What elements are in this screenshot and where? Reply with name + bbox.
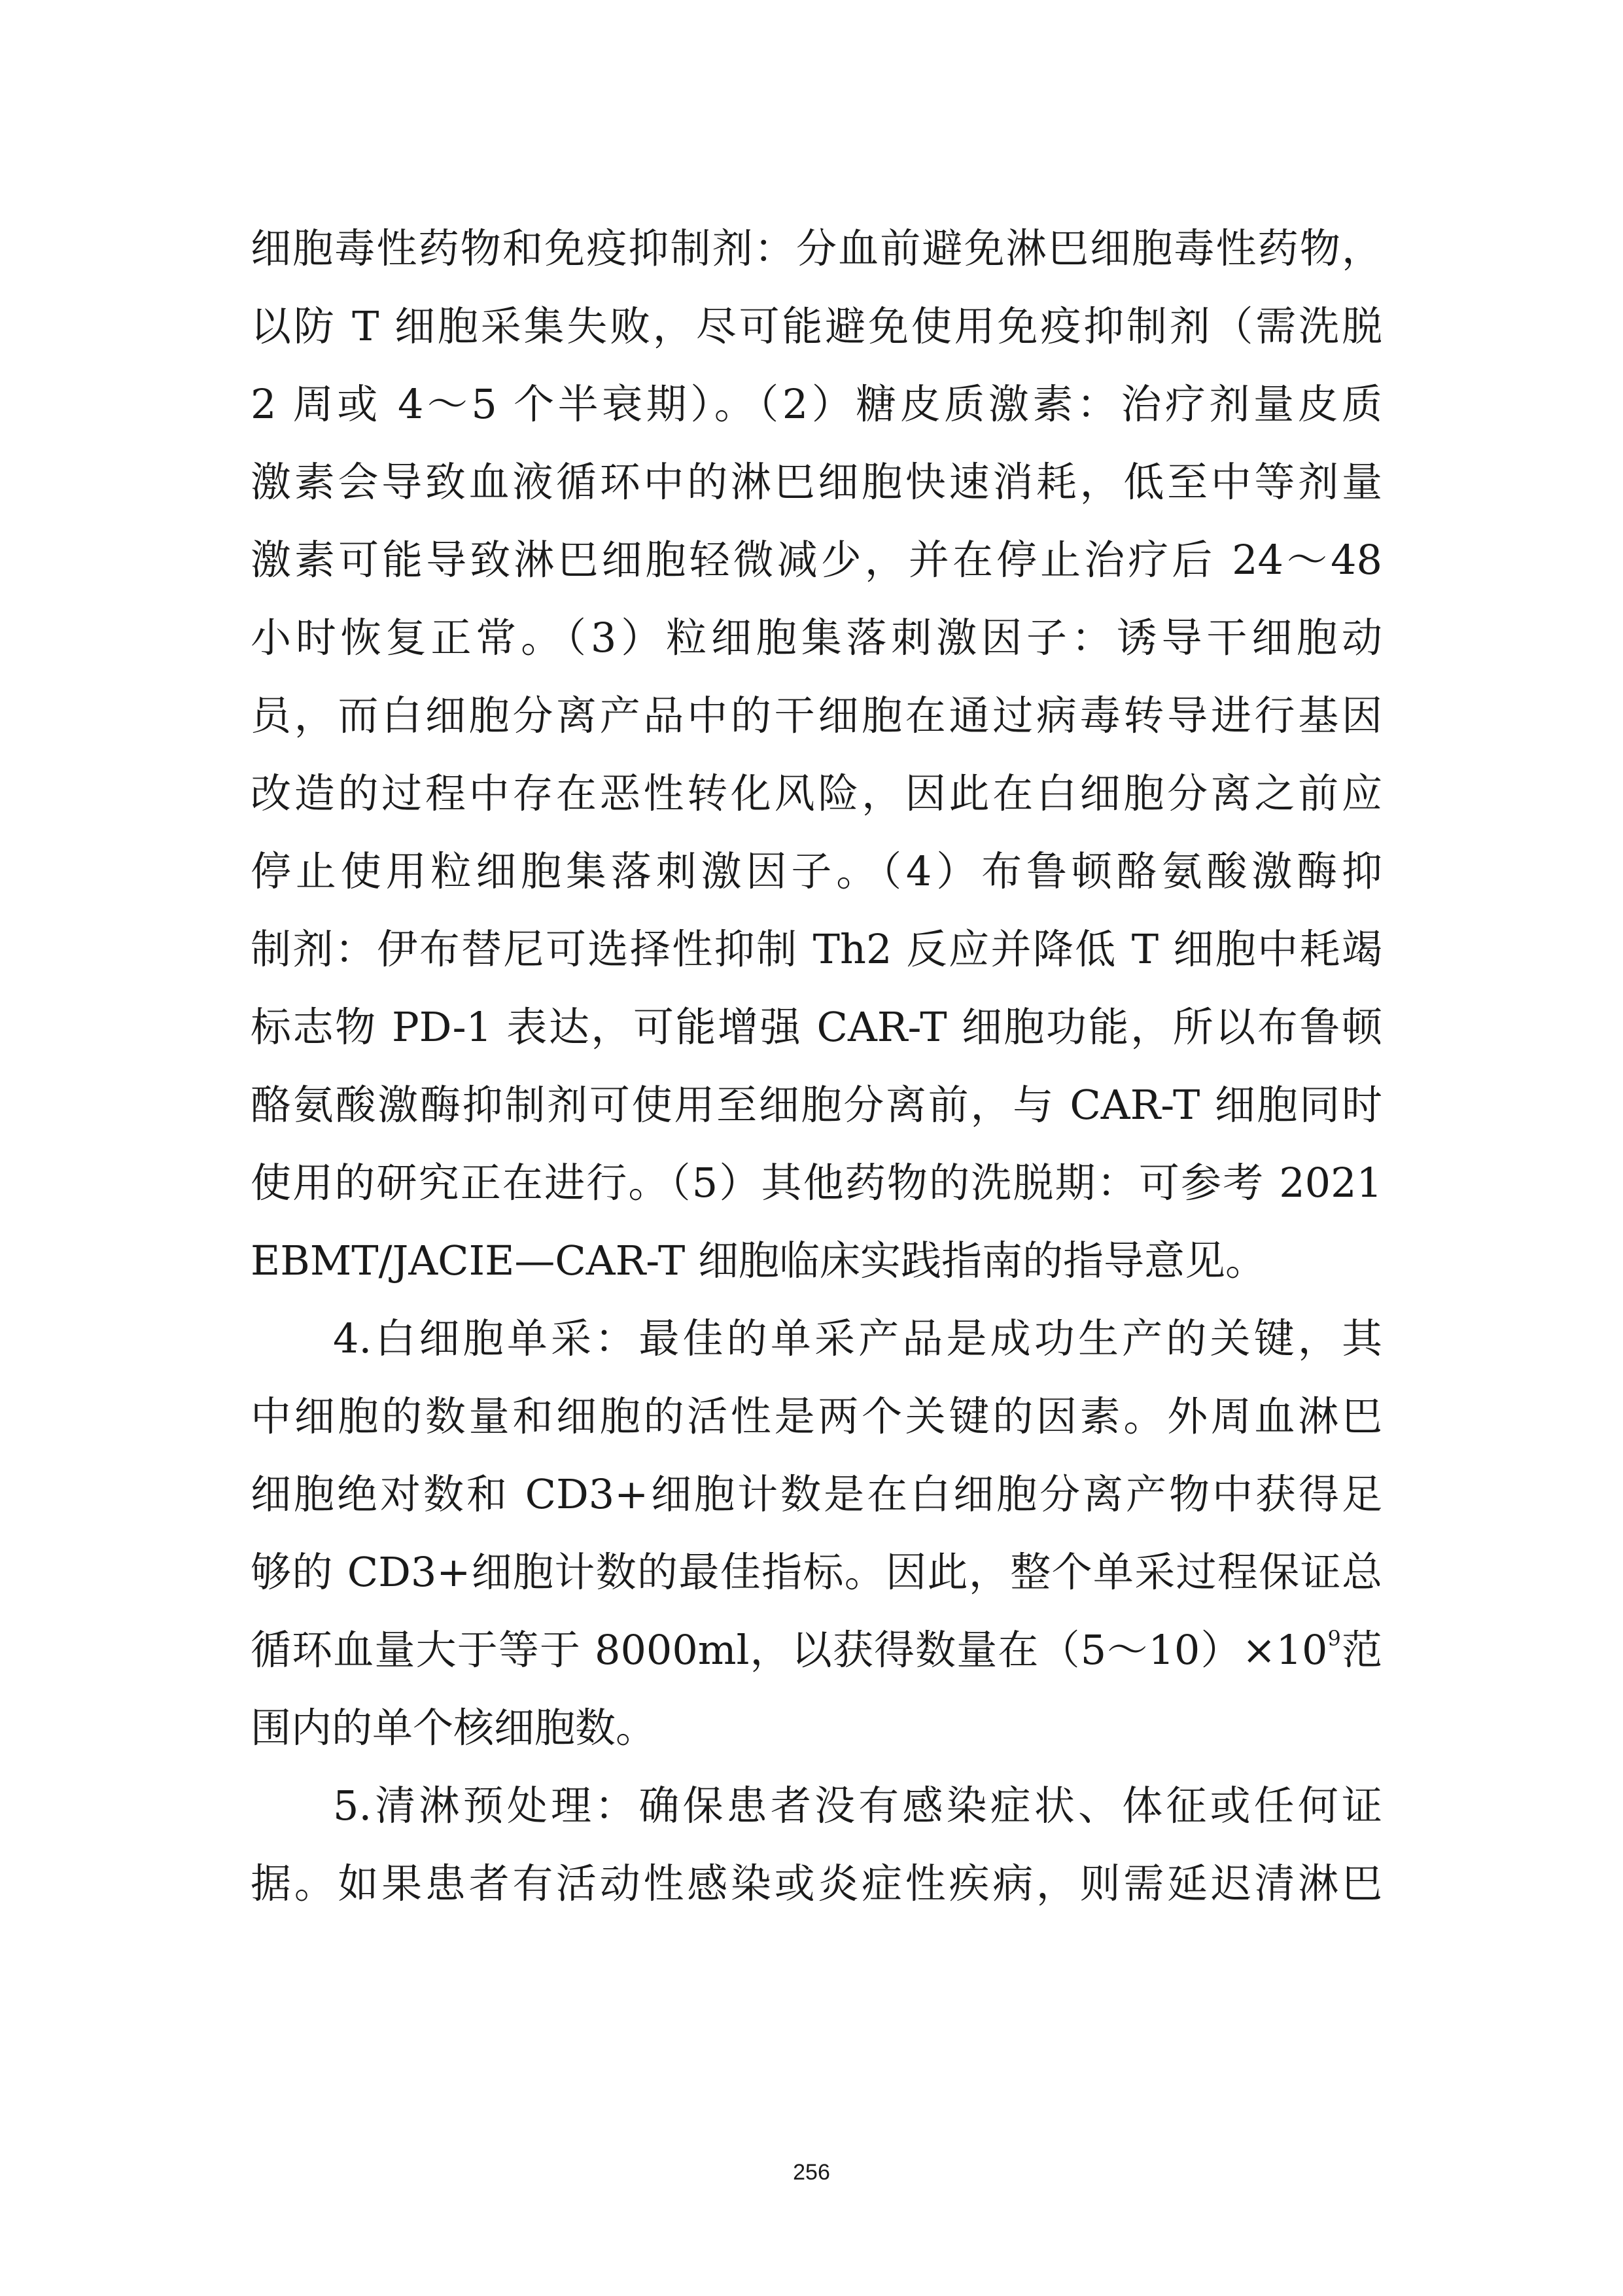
text-line: 激素会导致血液循环中的淋巴细胞快速消耗，低至中等剂量 bbox=[251, 458, 1382, 506]
text-line: 酪氨酸激酶抑制剂可使用至细胞分离前，与 CAR-T 细胞同时 bbox=[251, 1081, 1382, 1129]
text-line: 停止使用粒细胞集落刺激因子。（4）布鲁顿酪氨酸激酶抑 bbox=[251, 847, 1382, 895]
text-line: 小时恢复正常。（3）粒细胞集落刺激因子：诱导干细胞动 bbox=[251, 614, 1382, 662]
text-line: 4.白细胞单采：最佳的单采产品是成功生产的关键，其 bbox=[333, 1315, 1382, 1362]
text-line: 员，而白细胞分离产品中的干细胞在通过病毒转导进行基因 bbox=[251, 692, 1382, 739]
text-line: 激素可能导致淋巴细胞轻微减少，并在停止治疗后 24～48 bbox=[251, 536, 1382, 584]
text-line-tail: 范 bbox=[1340, 1626, 1382, 1674]
text-line bbox=[251, 1614, 1382, 1686]
text-line: 细胞绝对数和 CD3+细胞计数是在白细胞分离产物中获得足 bbox=[251, 1470, 1382, 1518]
text-line: 使用的研究正在进行。（5）其他药物的洗脱期：可参考 2021 bbox=[251, 1159, 1382, 1207]
text-line: 以防 T 细胞采集失败，尽可能避免使用免疫抑制剂（需洗脱 bbox=[251, 302, 1382, 350]
text-line: EBMT/JACIE—CAR-T 细胞临床实践指南的指导意见。 bbox=[251, 1237, 1266, 1284]
text-line-body: 循环血量大于等于 8000ml，以获得数量在（5～10）×10 bbox=[251, 1626, 1328, 1674]
exponent: 9 bbox=[1327, 1626, 1341, 1651]
text-line: 据。如果患者有活动性感染或炎症性疾病，则需延迟清淋巴 bbox=[251, 1860, 1382, 1907]
text-line: 标志物 PD-1 表达，可能增强 CAR-T 细胞功能，所以布鲁顿 bbox=[251, 1003, 1382, 1051]
text-line: 2 周或 4～5 个半衰期）。（2）糖皮质激素：治疗剂量皮质 bbox=[251, 380, 1382, 428]
page-number: 256 bbox=[793, 2160, 830, 2185]
text-line: 围内的单个核细胞数。 bbox=[251, 1704, 657, 1752]
text-line: 细胞毒性药物和免疫抑制剂：分血前避免淋巴细胞毒性药物， bbox=[251, 224, 1382, 272]
text-line: 制剂：伊布替尼可选择性抑制 Th2 反应并降低 T 细胞中耗竭 bbox=[251, 925, 1382, 973]
text-line: 中细胞的数量和细胞的活性是两个关键的因素。外周血淋巴 bbox=[251, 1392, 1382, 1440]
text-line: 5.清淋预处理：确保患者没有感染症状、体征或任何证 bbox=[333, 1782, 1382, 1829]
text-line: 改造的过程中存在恶性转化风险，因此在白细胞分离之前应 bbox=[251, 769, 1382, 817]
text-line: 够的 CD3+细胞计数的最佳指标。因此，整个单采过程保证总 bbox=[251, 1548, 1382, 1596]
